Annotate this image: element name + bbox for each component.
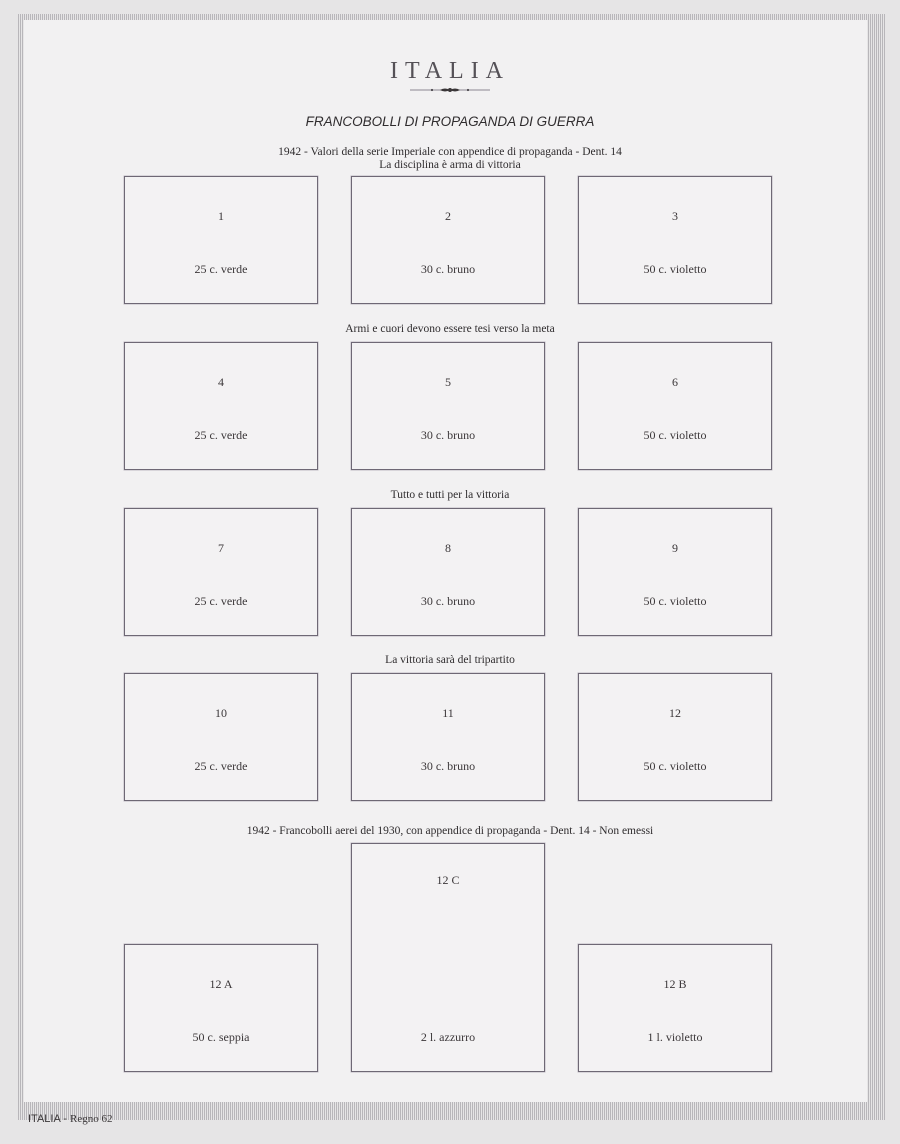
stamp-slot-12: [578, 673, 772, 801]
stamp-value: 50 c. violetto: [643, 262, 707, 276]
stamp-value: 25 c. verde: [194, 262, 248, 276]
stamp-number: 4: [218, 375, 224, 389]
stamp-value: 50 c. seppia: [192, 1030, 250, 1044]
stamp-number: 3: [672, 209, 678, 223]
stamp-value: 25 c. verde: [194, 759, 248, 773]
stamp-number: 12 C: [436, 873, 460, 887]
stamp-value: 2 l. azzurro: [420, 1030, 476, 1044]
stamp-number: 2: [445, 209, 451, 223]
stamp-number: 12 A: [209, 977, 233, 991]
section-caption-1: [0, 146, 900, 172]
footer-country: ITALIA: [28, 1113, 61, 1125]
stamp-slot-2: [351, 176, 545, 304]
stamp-slot-7: [124, 508, 318, 636]
stamp-number: 10: [215, 706, 227, 720]
stamp-slot-12c: [351, 843, 545, 1072]
section-caption-3: Tutto e tutti per la vittoria: [390, 489, 510, 501]
stamp-value: 25 c. verde: [194, 428, 248, 442]
stamp-value: 50 c. violetto: [643, 594, 707, 608]
stamp-slot-12a: [124, 944, 318, 1072]
stamp-value: 50 c. violetto: [643, 428, 707, 442]
stamp-number: 12 B: [663, 977, 687, 991]
stamp-value: 30 c. bruno: [420, 428, 476, 442]
stamp-number: 12: [669, 706, 681, 720]
stamp-slot-9: [578, 508, 772, 636]
section-caption-4: La vittoria sarà del tripartito: [385, 654, 515, 666]
stamp-slot-4: [124, 342, 318, 470]
page-title: ITALIA: [389, 58, 511, 84]
page-subtitle: FRANCOBOLLI DI PROPAGANDA DI GUERRA: [305, 114, 595, 129]
stamp-number: 6: [672, 375, 678, 389]
stamp-slot-1: [124, 176, 318, 304]
footer-page: Regno 62: [69, 1113, 113, 1125]
section-caption-2: Armi e cuori devono essere tesi verso la meta: [345, 323, 555, 335]
stamp-number: 8: [445, 541, 451, 555]
section-caption-line: La disciplina è arma di vittoria: [379, 159, 521, 171]
stamp-value: 50 c. violetto: [643, 759, 707, 773]
stamp-value: 30 c. bruno: [420, 759, 476, 773]
stamp-slot-8: [351, 508, 545, 636]
stamp-number: 9: [672, 541, 678, 555]
stamp-value: 25 c. verde: [194, 594, 248, 608]
stamp-value: 30 c. bruno: [420, 594, 476, 608]
stamp-slot-6: [578, 342, 772, 470]
page-footer: ITALIA - Regno 62: [28, 1113, 113, 1125]
stamp-number: 11: [442, 706, 454, 720]
section-caption-line: 1942 - Valori della serie Imperiale con appendice di propaganda - Dent. 14: [278, 146, 622, 158]
stamp-slot-5: [351, 342, 545, 470]
stamp-number: 1: [218, 209, 224, 223]
ornament-icon: [410, 86, 490, 94]
stamp-number: 7: [218, 541, 224, 555]
stamp-number: 5: [445, 375, 451, 389]
stamp-value: 30 c. bruno: [420, 262, 476, 276]
stamp-slot-10: [124, 673, 318, 801]
stamp-value: 1 l. violetto: [647, 1030, 703, 1044]
section-caption-5: 1942 - Francobolli aerei del 1930, con appendice di propaganda - Dent. 14 - Non emessi: [246, 825, 654, 837]
stamp-slot-11: [351, 673, 545, 801]
stamp-slot-3: [578, 176, 772, 304]
stamp-slot-12b: [578, 944, 772, 1072]
